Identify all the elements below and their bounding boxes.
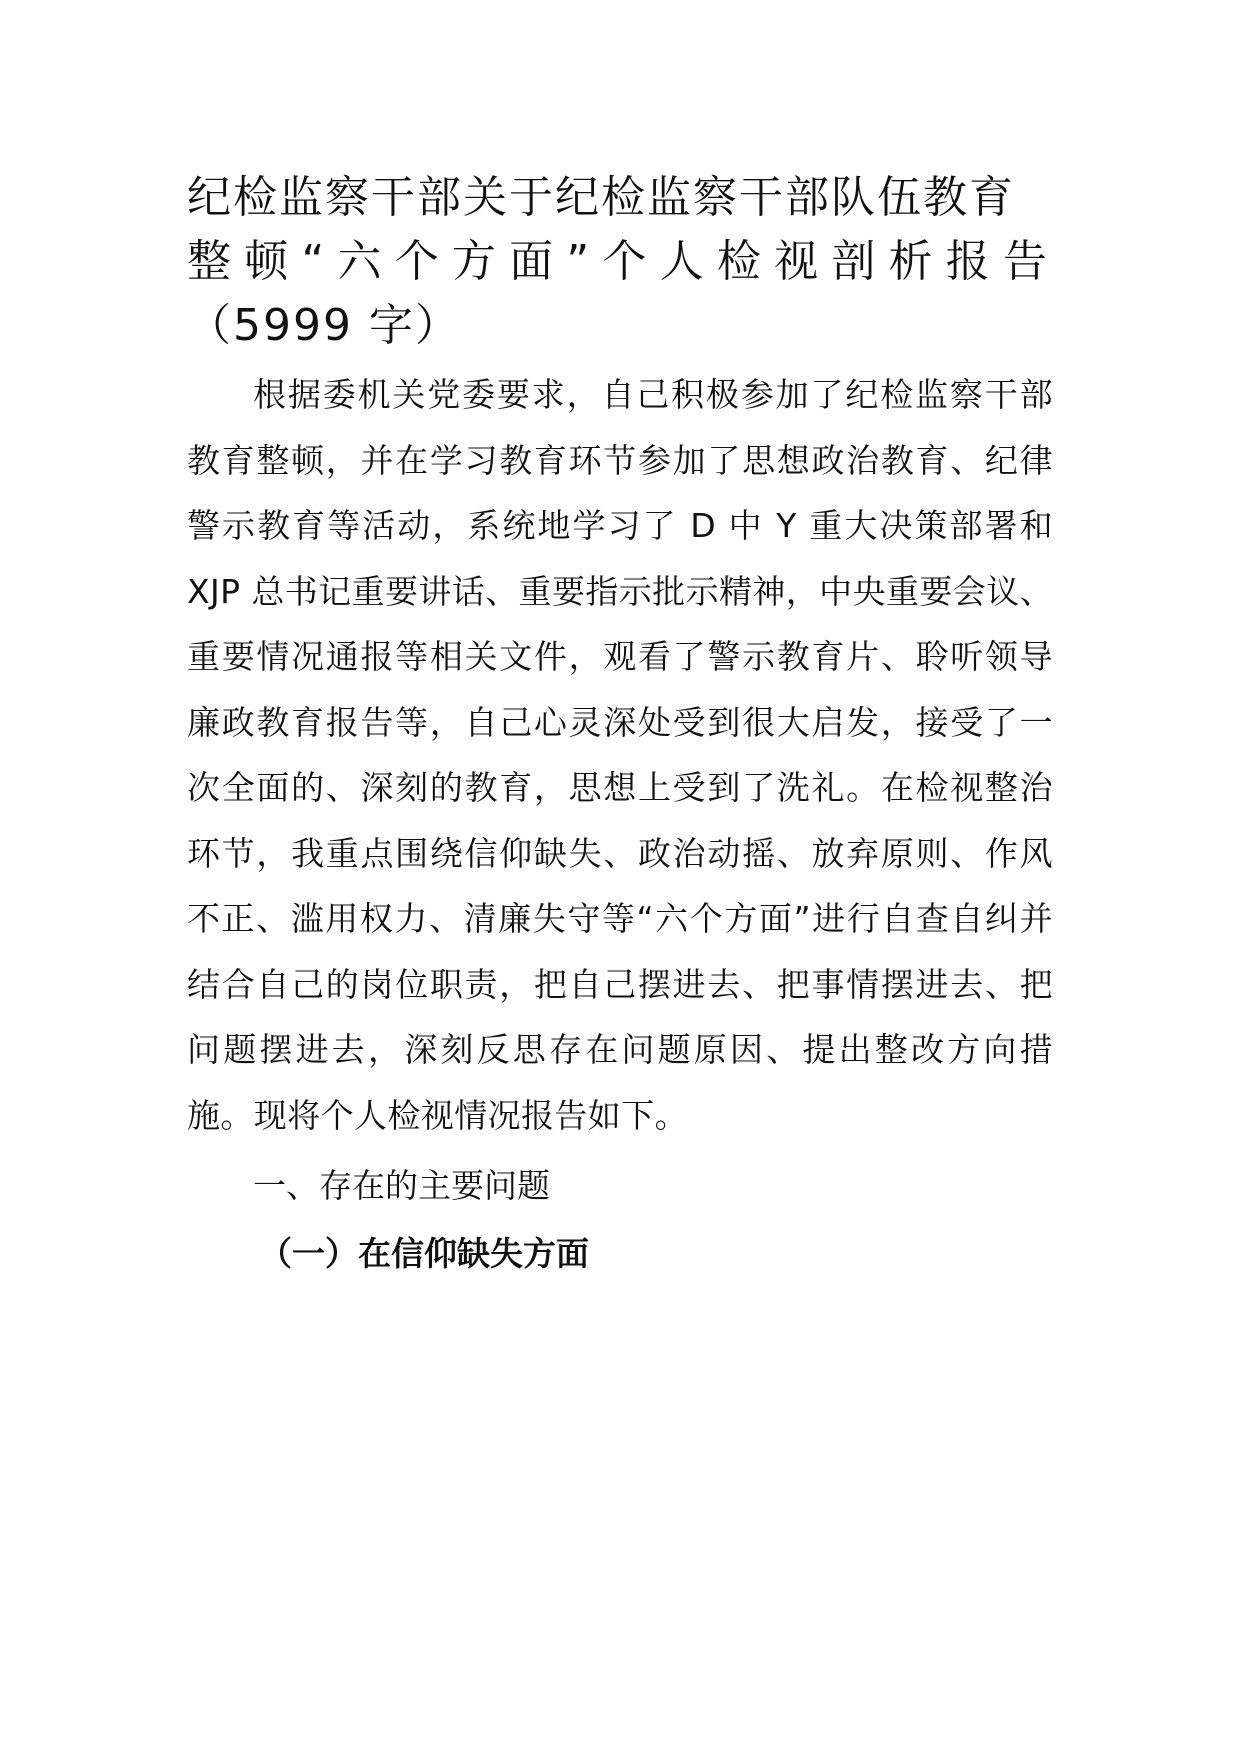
intro-paragraph: 根据委机关党委要求，自己积极参加了纪检监察干部教育整顿，并在学习教育环节参加了思想政治教育、纪律警示教育等活动，系统地学习了 D 中 Y 重大决策部署和 XJP 总书记重要讲话、重要指示批示精神，中央重要会议、重要情况通报等相关文件，观看了警示教育片、聆听领导廉政教育报告等，自己心灵深处受到很大启发，接受了一次全面的、深刻的教育，思想上受到了洗礼。在检视整治环节，我重点围绕信仰缺失、政治动摇、放弃原则、作风不正、滥用权力、清廉失守等“六个方面”进行自查自纠并结合自己的岗位职责，把自己摆进去、把事情摆进去、把问题摆进去，深刻反思存在问题原因、提出整改方向措施。现将个人检视情况报告如下。 <box>187 375 1053 1135</box>
document-title <box>187 166 1053 358</box>
document-content <box>187 166 1053 1286</box>
title-line-1: 纪检监察干部关于纪检监察干部队伍教育 <box>187 172 1015 223</box>
title-line-2: 整顿“六个方面”个人检视剖析报告 <box>187 236 1053 287</box>
subsection-heading: （一）在信仰缺失方面 <box>259 1234 589 1273</box>
title-word-count: （5999 字） <box>187 300 461 351</box>
section-heading: 一、存在的主要问题 <box>253 1166 550 1205</box>
